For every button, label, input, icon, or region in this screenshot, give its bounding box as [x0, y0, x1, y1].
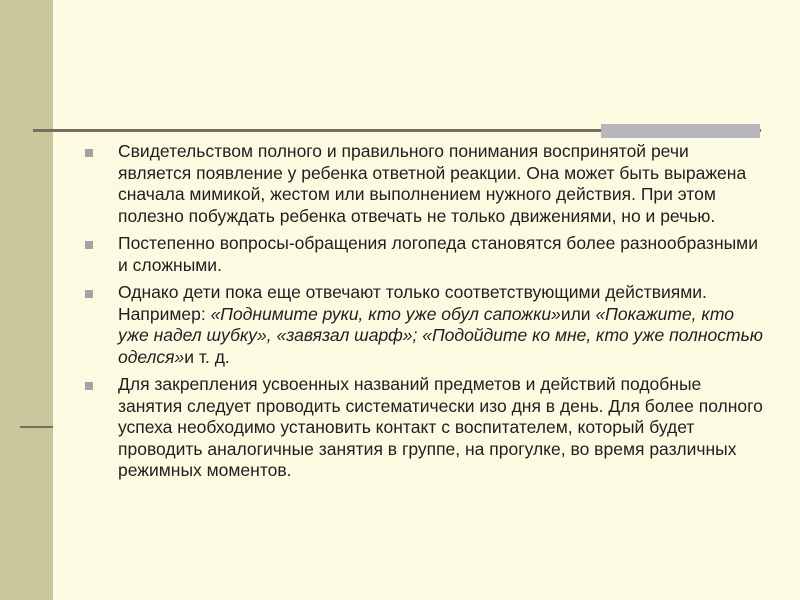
bullet-item-2 [85, 233, 765, 276]
bullet-text-1: Свидетельством полного и правильного понимания воспринятой речи является появление у ребенка ответной реакции. Она может быть выражена сначала мимикой, жестом или выполнением нужного действия. При этом полезно побуждать ребенка отвечать не только движениями, но и речью. [118, 141, 747, 226]
bullet-square-icon [85, 382, 93, 390]
bullet-item-3 [85, 282, 765, 368]
bullet-text-3-quote-2: «Покажите, кто уже надел шубку», «завязал шарф»; «Подойдите ко мне, кто уже полностью оделся» [118, 303, 763, 367]
bullet-text-3-part-3: и т. д. [184, 346, 230, 367]
bullet-square-icon [85, 290, 93, 298]
bullet-square-icon [85, 149, 93, 157]
bullet-item-1 [85, 141, 765, 227]
bullet-square-icon [85, 241, 93, 249]
bullet-text-3-part-1: Однако дети пока еще отвечают только соответствующими действиями. Например: [118, 282, 707, 324]
bullet-text-3-quote-1: «Поднимите руки, кто уже обул сапожки» [210, 303, 561, 324]
side-band [0, 0, 53, 600]
bullet-item-4 [85, 374, 765, 482]
side-tick [20, 426, 53, 428]
slide-content [85, 141, 765, 488]
bullet-list [85, 141, 765, 482]
title-rule-block [601, 124, 760, 138]
bullet-text-2: Постепенно вопросы-обращения логопеда становятся более разнообразными и сложными. [118, 233, 758, 275]
bullet-text-3-part-2: или [560, 303, 596, 324]
bullet-text-4: Для закрепления усвоенных названий предметов и действий подобные занятия следует проводить систематически изо дня в день. Для более полного успеха необходимо установить контакт с воспитателем, который будет проводить аналогичные занятия в группе, на прогулке, во время различных режимных моментов. [118, 374, 763, 480]
